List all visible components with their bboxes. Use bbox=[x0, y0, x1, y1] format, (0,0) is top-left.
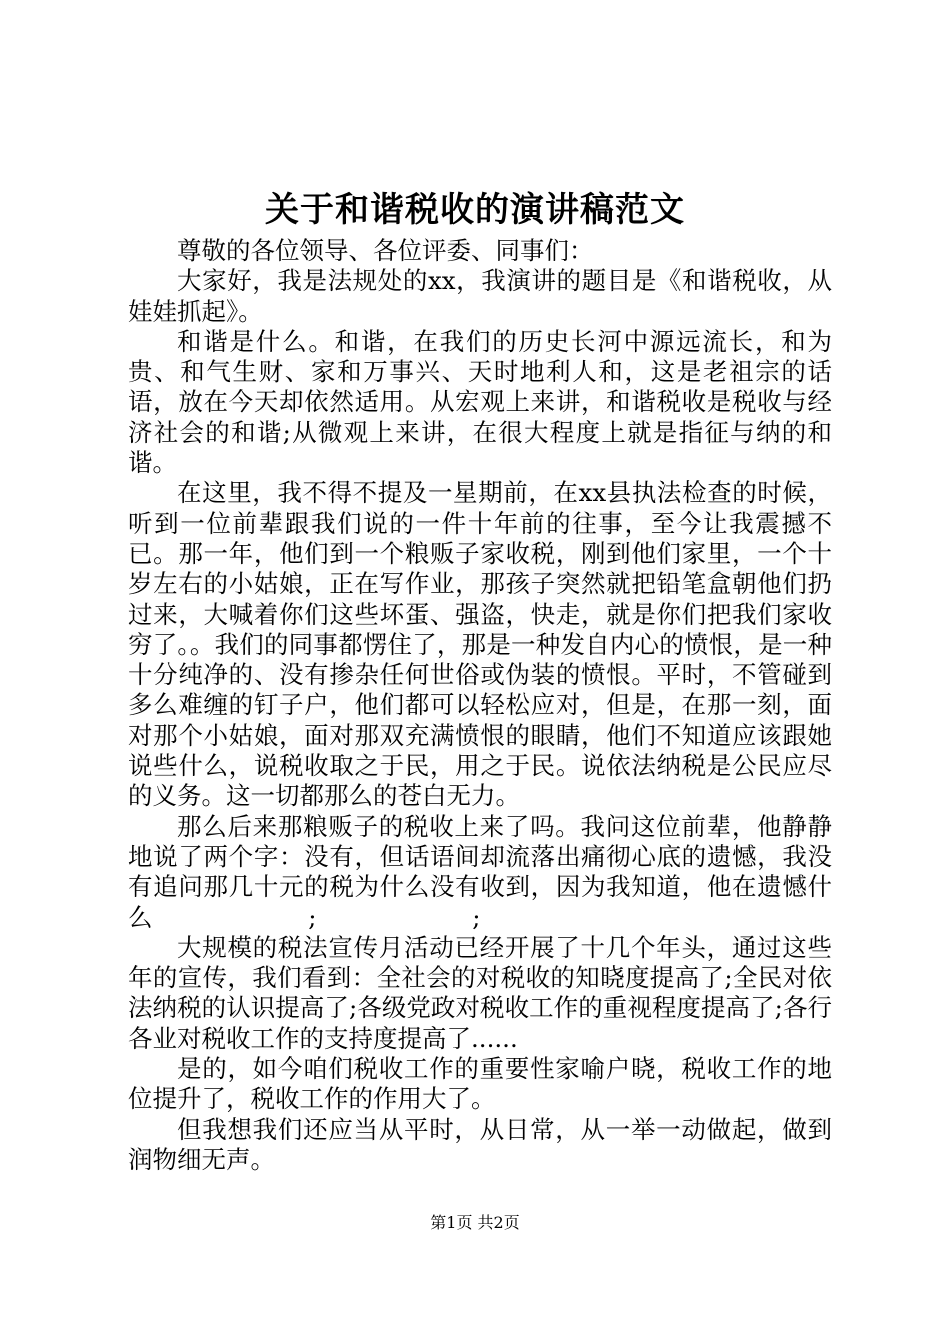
page-footer: 第1页 共2页 bbox=[430, 1213, 520, 1232]
paragraph-story: 在这里，我不得不提及一星期前，在xx县执法检查的时候，听到一位前辈跟我们说的一件十年前的往事，至今让我震撼不已。那一年，他们到一个粮贩子家收税，刚到他们家里，一个十岁左右的小姑娘，正在写作业，那孩子突然就把铅笔盒朝他们扔过来，大喊着你们这些坏蛋、强盗，快走，就是你们把我们家收穷了。。我们的同事都愣住了，那是一种发自内心的愤恨，是一种十分纯净的、没有掺杂任何世俗或伪装的愤恨。平时，不管碰到多么难缠的钉子户，他们都可以轻松应对，但是，在那一刻，面对那个小姑娘，面对那双充满愤恨的眼睛，他们不知道应该跟她说些什么，说税收取之于民，用之于民。说依法纳税是公民应尽的义务。这一切都那么的苍白无力。 bbox=[128, 478, 832, 811]
paragraph-salutation: 尊敬的各位领导、各位评委、同事们： bbox=[177, 236, 594, 265]
document-body bbox=[128, 236, 832, 1175]
paragraph-conclusion: 但我想我们还应当从平时，从日常，从一举一动做起，做到润物细无声。 bbox=[128, 1114, 832, 1174]
paragraph-publicity: 大规模的税法宣传月活动已经开展了十几个年头，通过这些年的宣传，我们看到：全社会的对税收的知晓度提高了;全民对依法纳税的认识提高了;各级党政对税收工作的重视程度提高了;各行各业对税收工作的支持度提高了...... bbox=[128, 932, 832, 1053]
paragraph-importance: 是的，如今咱们税收工作的重要性家喻户晓，税收工作的地位提升了，税收工作的作用大了。 bbox=[128, 1054, 832, 1114]
paragraph-regret: 那么后来那粮贩子的税收上来了吗。我问这位前辈，他静静地说了两个字：没有，但话语间却流落出痛彻心底的遗憾，我没有追问那几十元的税为什么没有收到，因为我知道，他在遗憾什么 ; ; bbox=[128, 811, 832, 932]
document-title: 关于和谐税收的演讲稿范文 bbox=[265, 190, 685, 230]
paragraph-introduction: 大家好，我是法规处的xx，我演讲的题目是《和谐税收，从娃娃抓起》。 bbox=[128, 266, 832, 326]
paragraph-harmony: 和谐是什么。和谐，在我们的历史长河中源远流长，和为贵、和气生财、家和万事兴、天时地利人和，这是老祖宗的话语，放在今天却依然适用。从宏观上来讲，和谐税收是税收与经济社会的和谐;从微观上来讲，在很大程度上就是指征与纳的和谐。 bbox=[128, 326, 832, 478]
